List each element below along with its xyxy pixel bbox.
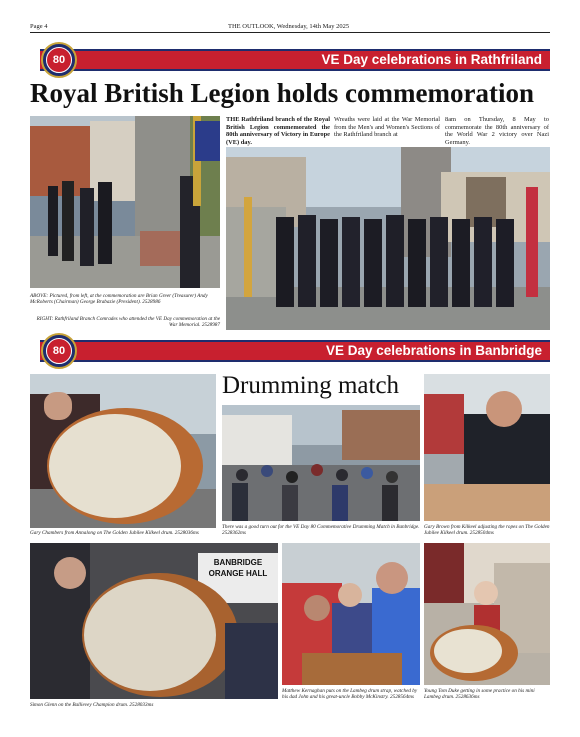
logo-number: 80: [46, 47, 72, 73]
ve-day-80-logo: [41, 42, 77, 78]
page-number: Page 4: [30, 23, 48, 30]
section-banner-rathfriland: VE Day celebrations in Rathfriland: [40, 49, 550, 71]
photo-memorial-officials: [30, 116, 220, 288]
hall-sign-line1: BANBRIDGE: [213, 558, 263, 567]
masthead: THE OUTLOOK, Wednesday, 14th May 2025: [228, 23, 350, 30]
hall-sign-line2: ORANGE HALL: [208, 569, 268, 578]
header-rule: [30, 32, 550, 33]
photo-kernaghan: [282, 543, 420, 685]
caption-tom-duke: Young Tom Duke getting in some practice on his mini Lambeg drum. 2528636ms: [424, 688, 535, 701]
caption-chambers: Gary Chambers from Annalong on The Golden Jubilee Kilkeel drum. 2528036ms: [30, 530, 199, 536]
photo-tom-duke: [424, 543, 550, 685]
drumming-match-title: Drumming match: [222, 372, 400, 399]
section-banner-banbridge: VE Day celebrations in Banbridge: [40, 340, 550, 362]
caption-crowd: There was a good turn out for the VE Day 80 Commemorative Drumming Match in Banbridge. 2528362ms: [222, 524, 420, 537]
ve-day-80-logo-2: [41, 333, 77, 369]
caption-kernaghan: Matthew Kernaghan puts on the Lambeg drum strap, watched by his dad John and his great-uncle Bobby McKinstry. 2528564ms: [282, 688, 418, 701]
caption-above: ABOVE: Pictured, from left, at the commemoration are Brian Greer (Treasurer) Andy McRoberts (Chairman) George Brabazie (President). 2528986: [30, 293, 208, 306]
photo-group-comrades: [226, 147, 550, 330]
photo-crowd: [222, 405, 420, 521]
article-col3: 8am on Thursday, 8 May to commemorate the 80th anniversary of the World War 2 victory over Nazi Germany.: [445, 116, 549, 146]
article-col2: Wreaths were laid at the War Memorial from the Men's and Women's Sections of the Rathfriland branch at: [334, 116, 440, 139]
photo-drummer-glenn: [30, 543, 278, 699]
headline: Royal British Legion holds commemoration: [30, 78, 534, 108]
article-lead: THE Rathfriland branch of the Royal British Legion commemorated the 80th anniversary of Victory in Europe (VE) day.: [226, 116, 330, 146]
caption-brown: Gary Brown from Kilkeel adjusting the ropes on The Golden Jubilee Kilkeel drum. 2528504ms: [424, 524, 550, 537]
photo-drummer-chambers: [30, 374, 216, 528]
caption-glenn: Simon Glenn on the Ballievey Champion drum. 2528033ms: [30, 702, 154, 708]
photo-drummer-brown: [424, 374, 550, 521]
caption-right: RIGHT: Rathfriland Branch Comrades who attended the VE Day commemoration at the War Memorial. 2528987: [36, 316, 220, 329]
logo-number-2: 80: [46, 338, 72, 364]
